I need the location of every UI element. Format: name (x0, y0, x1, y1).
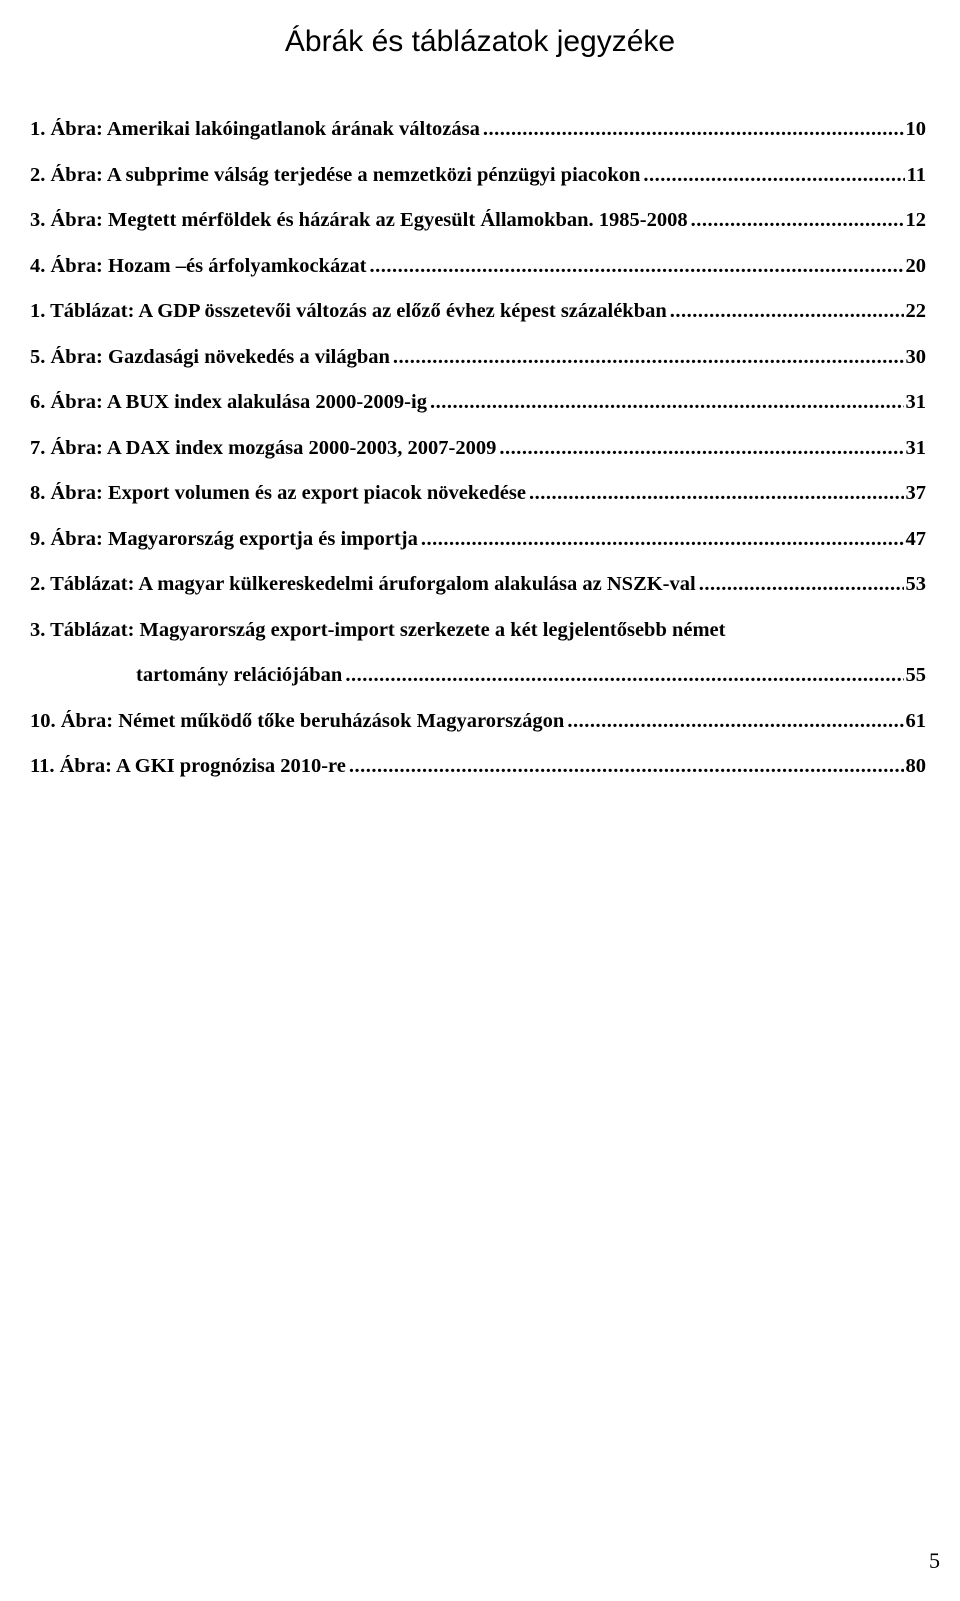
toc-entry-page: 80 (905, 755, 926, 777)
toc-entry-page: 53 (905, 573, 926, 595)
toc-entry-text: 4. Ábra: Hozam –és árfolyamkockázat (30, 254, 367, 277)
dot-leader (369, 255, 903, 278)
toc-entry-text: 2. Ábra: A subprime válság terjedése a nemzetközi pénzügyi piacokon (30, 163, 641, 186)
toc-entry-page: 55 (905, 664, 926, 686)
toc-entry[interactable] (30, 300, 926, 346)
toc-entry[interactable] (30, 437, 926, 483)
toc-entry-page: 11 (906, 163, 926, 186)
dot-leader (393, 346, 904, 369)
toc-entry[interactable] (30, 528, 926, 574)
dot-leader (691, 209, 904, 232)
page-number: 5 (929, 1548, 940, 1573)
toc-entry-text: 10. Ábra: Német működő tőke beruházások Magyarországon (30, 709, 565, 732)
toc-entry-text: 6. Ábra: A BUX index alakulása 2000-2009-ig (30, 391, 427, 413)
dot-leader (699, 573, 904, 596)
toc-entry-text: 1. Ábra: Amerikai lakóingatlanok árának változása (30, 118, 480, 140)
toc-entry-text: 9. Ábra: Magyarország exportja és importja (30, 527, 418, 550)
toc-entry-text: 11. Ábra: A GKI prognózisa 2010-re (30, 755, 346, 777)
toc-entry-text: 8. Ábra: Export volumen és az export piacok növekedése (30, 482, 526, 504)
toc-entry-text: 7. Ábra: A DAX index mozgása 2000-2003, 2007-2009 (30, 436, 497, 459)
toc-entry[interactable] (30, 346, 926, 392)
dot-leader (670, 300, 904, 323)
toc-entry-text: 3. Ábra: Megtett mérföldek és házárak az Egyesült Államokban. 1985-2008 (30, 209, 688, 231)
toc-entry[interactable] (30, 710, 926, 756)
toc-entry[interactable] (30, 755, 926, 801)
dot-leader (499, 437, 903, 460)
toc-entry-text: tartomány relációjában (136, 664, 343, 686)
dot-leader (349, 755, 904, 778)
toc-entry-text: 5. Ábra: Gazdasági növekedés a világban (30, 345, 390, 368)
toc-entry[interactable] (30, 209, 926, 255)
toc-entry-page: 37 (905, 482, 926, 504)
toc-entry-page: 31 (905, 436, 926, 459)
page-title: Ábrák és táblázatok jegyzéke (284, 25, 676, 59)
dot-leader (345, 664, 903, 687)
toc-entry-text: 2. Táblázat: A magyar külkereskedelmi áruforgalom alakulása az NSZK-val (30, 573, 696, 595)
list-of-figures (30, 118, 926, 801)
dot-leader (430, 391, 904, 414)
toc-entry[interactable] (30, 255, 926, 301)
toc-entry-page: 22 (905, 300, 926, 322)
toc-entry-page: 10 (905, 118, 926, 140)
toc-entry-text: 1. Táblázat: A GDP összetevői változás az előző évhez képest százalékban (30, 300, 667, 322)
toc-entry[interactable] (30, 482, 926, 528)
dot-leader (421, 528, 904, 551)
toc-entry-page: 30 (905, 345, 926, 368)
toc-entry-page: 20 (905, 254, 926, 277)
dot-leader (529, 482, 904, 505)
toc-entry-text: 3. Táblázat: Magyarország export-import szerkezete a két legjelentősebb német (30, 618, 726, 641)
toc-entry-page: 61 (905, 709, 926, 732)
toc-entry[interactable] (30, 573, 926, 619)
dot-leader (567, 710, 903, 733)
dot-leader (483, 118, 904, 141)
toc-entry-page: 47 (905, 527, 926, 550)
dot-leader (643, 164, 904, 187)
toc-entry-page: 31 (905, 391, 926, 413)
toc-entry[interactable] (30, 619, 926, 665)
toc-entry[interactable] (30, 164, 926, 210)
toc-entry[interactable] (30, 391, 926, 437)
toc-entry-continuation[interactable] (30, 664, 926, 710)
toc-entry[interactable] (30, 118, 926, 164)
toc-entry-page: 12 (905, 209, 926, 231)
